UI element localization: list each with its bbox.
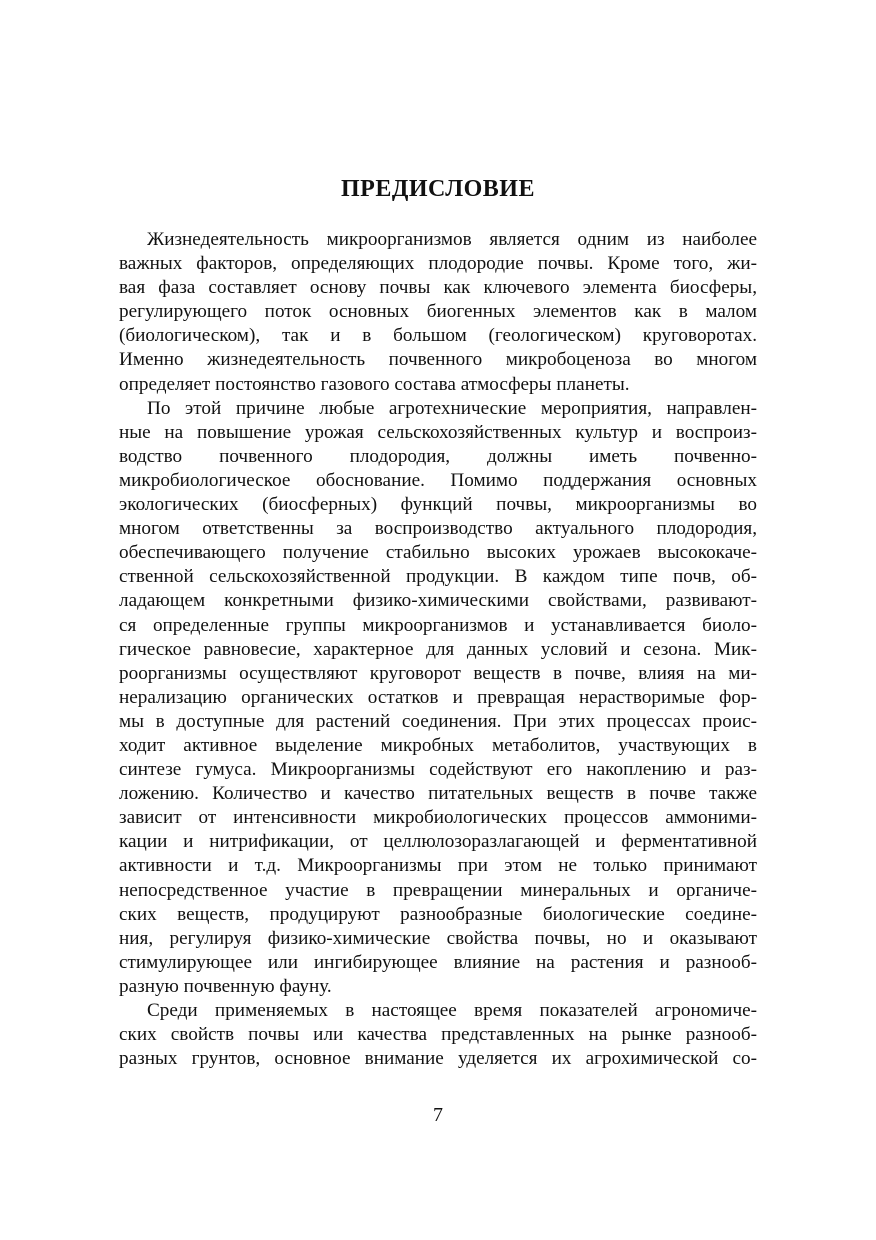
text-line: кации и нитрификации, от целлюлозоразлагающей и ферментативной xyxy=(119,831,757,853)
paragraph-1 xyxy=(119,228,757,397)
text-line: стимулирующее или ингибирующее влияние на растения и разнооб- xyxy=(119,951,757,973)
text-line: синтезе гумуса. Микроорганизмы содействуют его накоплению и раз- xyxy=(119,759,757,781)
text-line: ских веществ, продуцируют разнообразные биологические соедине- xyxy=(119,903,757,925)
text-line: По этой причине любые агротехнические мероприятия, направлен- xyxy=(147,397,757,419)
text-line: микробиологическое обоснование. Помимо поддержания основных xyxy=(119,469,757,491)
paragraph-2 xyxy=(119,397,757,999)
text-line: зависит от интенсивности микробиологических процессов аммоними- xyxy=(119,807,757,829)
text-line: вая фаза составляет основу почвы как ключевого элемента биосферы, xyxy=(119,277,757,299)
text-line: ходит активное выделение микробных метаболитов, участвующих в xyxy=(119,734,757,756)
text-line: Жизнедеятельность микроорганизмов является одним из наиболее xyxy=(147,229,757,250)
text-line: ные на повышение урожая сельскохозяйственных культур и воспроиз- xyxy=(119,421,757,443)
text-line: ственной сельскохозяйственной продукции. В каждом типе почв, об- xyxy=(119,566,757,588)
page-number: 7 xyxy=(433,1104,443,1126)
text-line: ся определенные группы микроорганизмов и устанавливается биоло- xyxy=(119,614,757,636)
text-line: важных факторов, определяющих плодородие почвы. Кроме того, жи- xyxy=(119,253,757,275)
text-line: определяет постоянство газового состава атмосферы планеты. xyxy=(119,373,630,395)
text-line: роорганизмы осуществляют круговорот веществ в почве, влияя на ми- xyxy=(119,662,757,684)
page-title: ПРЕДИСЛОВИЕ xyxy=(341,176,535,202)
text-line: разных грунтов, основное внимание уделяется их агрохимической со- xyxy=(119,1048,757,1070)
text-line: ния, регулируя физико-химические свойства почвы, но и оказывают xyxy=(119,927,757,949)
text-line: разную почвенную фауну. xyxy=(119,975,332,997)
text-line: Именно жизнедеятельность почвенного микробоценоза во многом xyxy=(119,349,757,371)
text-line: ладающем конкретными физико-химическими свойствами, развивают- xyxy=(119,590,757,612)
text-line: обеспечивающего получение стабильно высоких урожаев высококаче- xyxy=(119,542,757,564)
paragraph-3 xyxy=(119,999,757,1071)
text-line: ложению. Количество и качество питательных веществ в почве также xyxy=(119,783,757,805)
text-line: Среди применяемых в настоящее время показателей агрономиче- xyxy=(147,1000,757,1021)
text-line: нерализацию органических остатков и превращая нерастворимые фор- xyxy=(119,686,757,708)
text-line: экологических (биосферных) функций почвы, микроорганизмы во xyxy=(119,494,757,516)
text-line: водство почвенного плодородия, должны иметь почвенно- xyxy=(119,445,757,467)
text-line: непосредственное участие в превращении минеральных и органиче- xyxy=(119,879,757,901)
text-line: многом ответственны за воспроизводство актуального плодородия, xyxy=(119,518,757,540)
text-line: ских свойств почвы или качества представленных на рынке разнооб- xyxy=(119,1024,757,1046)
text-line: мы в доступные для растений соединения. При этих процессах проис- xyxy=(119,710,757,732)
text-line: регулирующего поток основных биогенных элементов как в малом xyxy=(119,301,757,323)
body-text xyxy=(119,228,757,1071)
text-line: (биологическом), так и в большом (геологическом) круговоротах. xyxy=(119,325,757,347)
text-line: активности и т.д. Микроорганизмы при этом не только принимают xyxy=(119,855,757,877)
text-line: гическое равновесие, характерное для данных условий и сезона. Мик- xyxy=(119,638,757,660)
